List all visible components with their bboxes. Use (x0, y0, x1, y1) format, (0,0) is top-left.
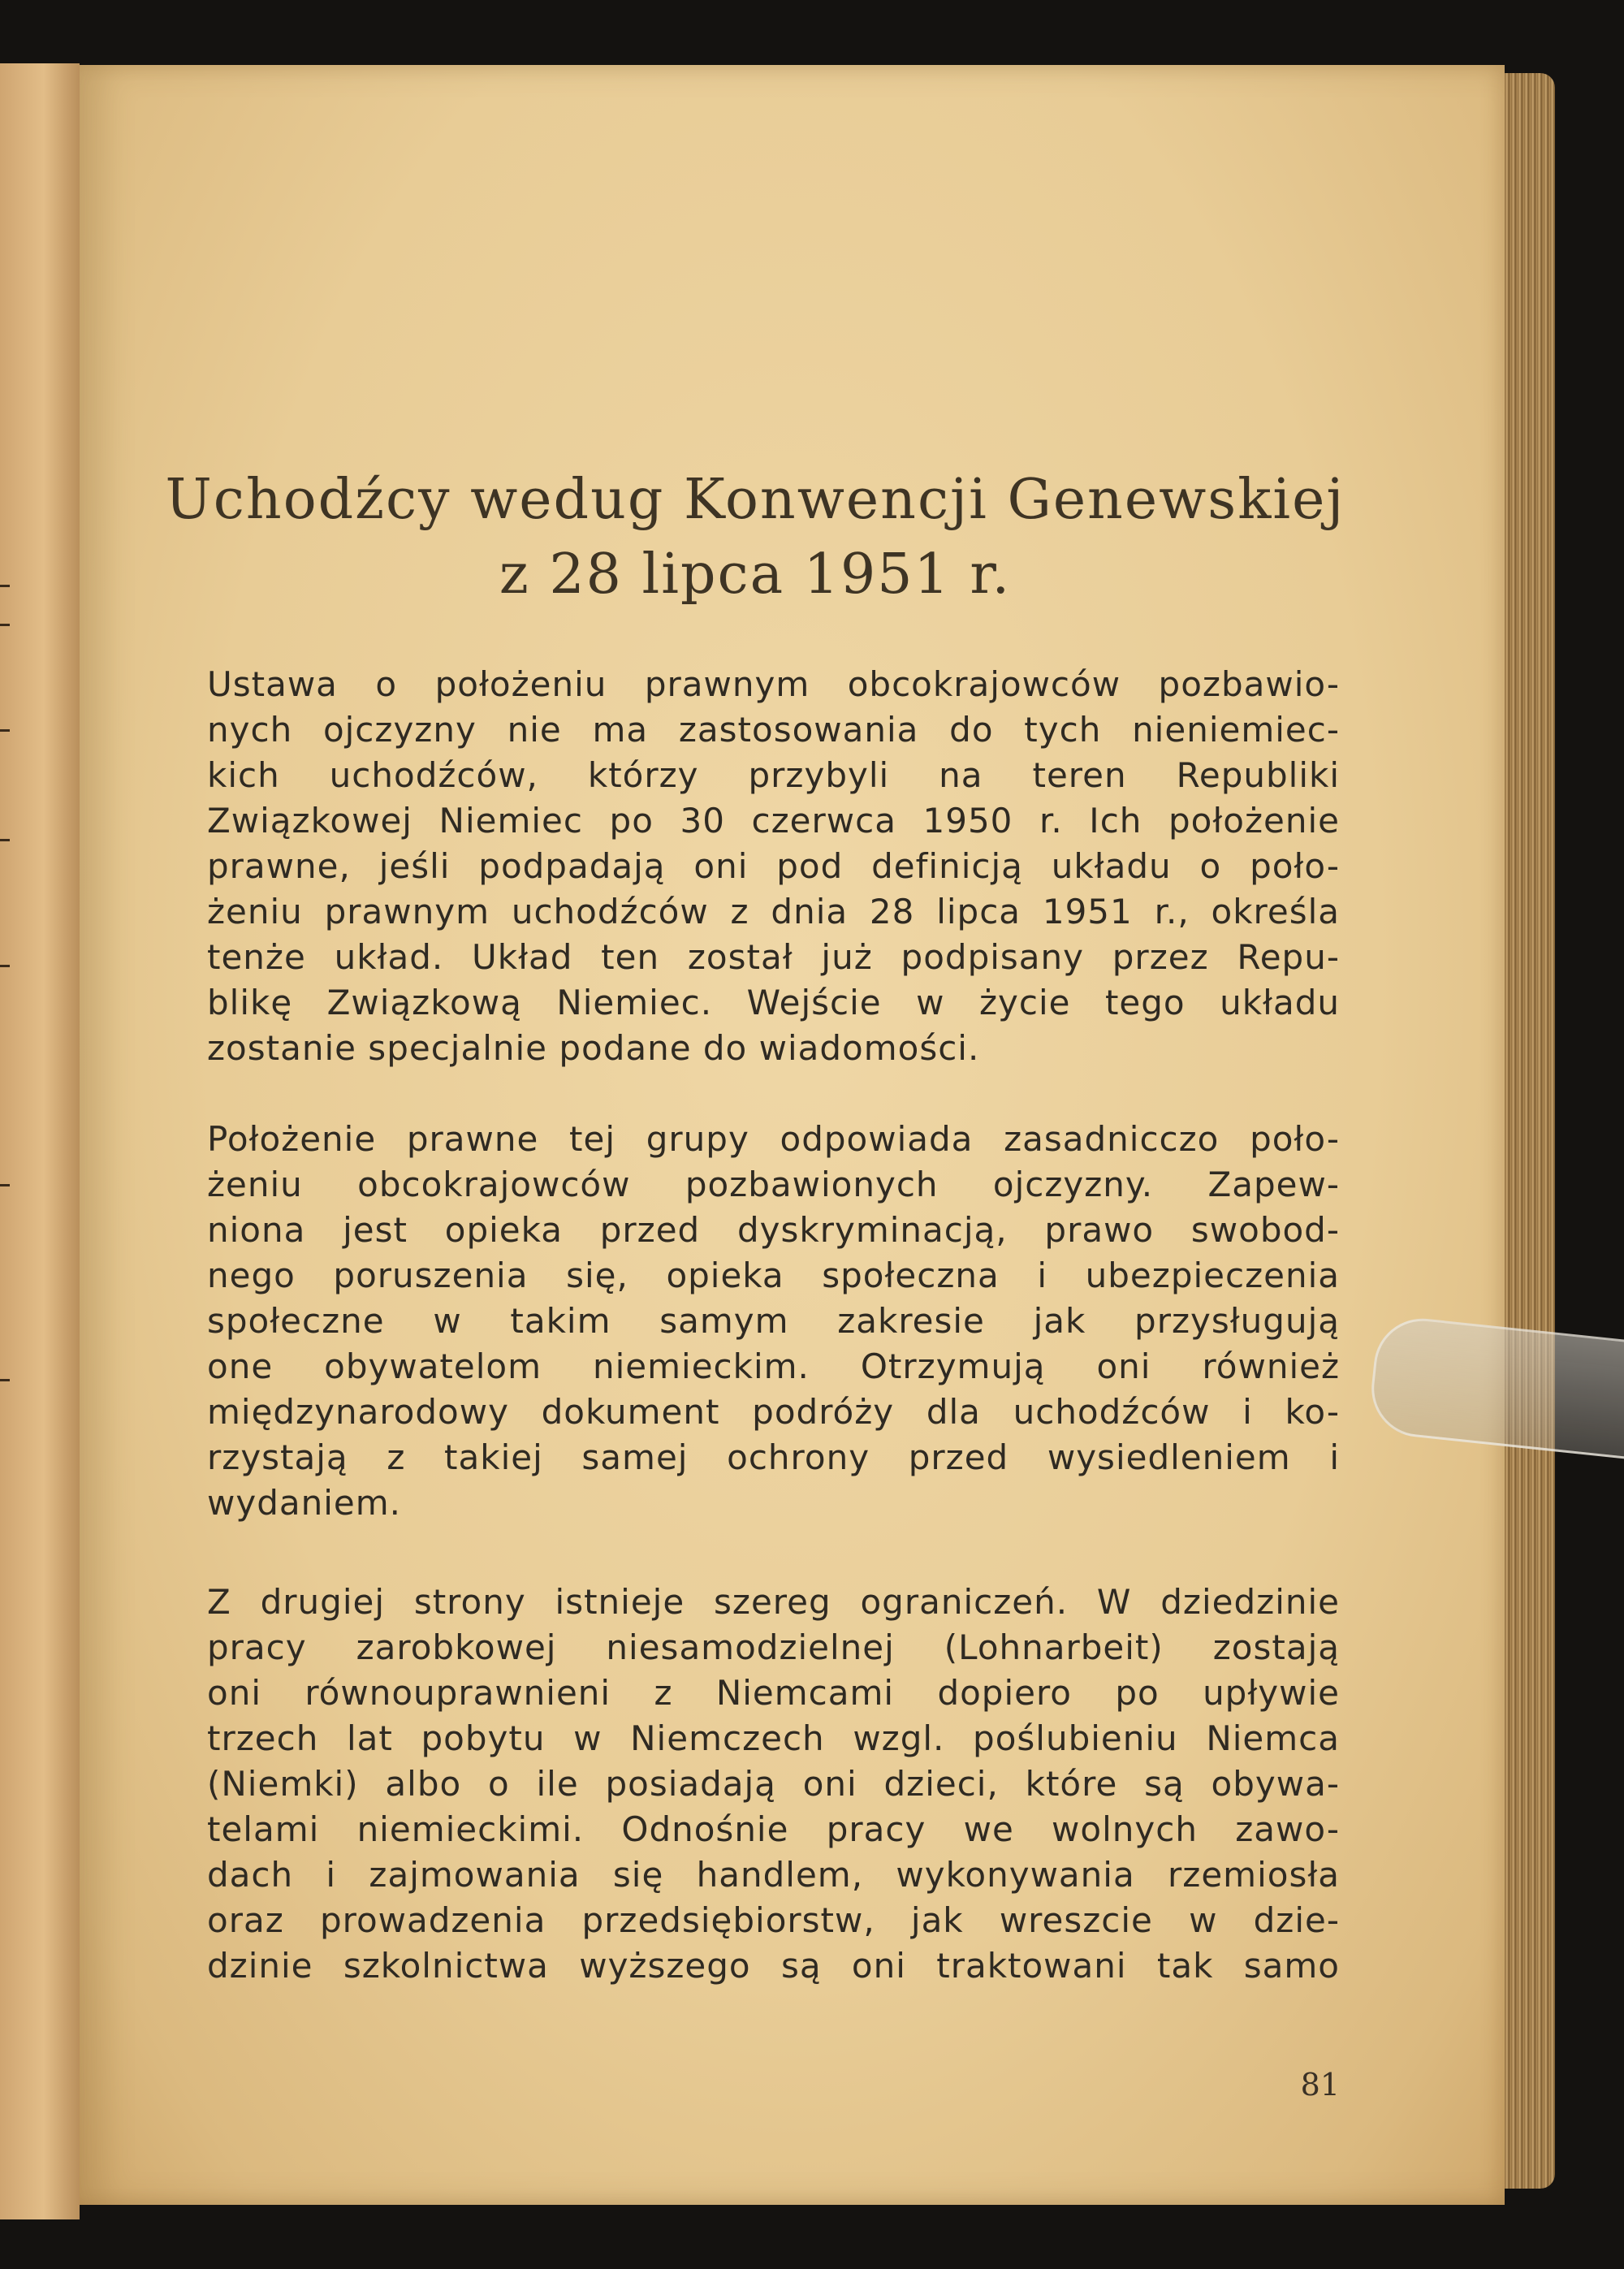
text-line: społeczne w takim samym zakresie jak przysługują (207, 1301, 1340, 1341)
text-line: Związkowej Niemiec po 30 czerwca 1950 r. Ich położenie (207, 801, 1340, 841)
margin-mark (0, 729, 10, 732)
text-line: one obywatelom niemieckim. Otrzymują oni również (207, 1346, 1340, 1386)
chapter-title-line-1: Uchodźcy wedug Konwencji Genewskiej (165, 468, 1345, 532)
text-line: zostanie specjalnie podane do wiadomości. (207, 1028, 980, 1068)
text-line: oraz prowadzenia przedsiębiorstw, jak wreszcie w dzie- (207, 1900, 1340, 1940)
text-line: Położenie prawne tej grupy odpowiada zasadnicczo poło- (207, 1119, 1340, 1159)
text-line: Ustawa o położeniu prawnym obcokrajowców pozbawio- (207, 664, 1340, 704)
text-line: pracy zarobkowej niesamodzielnej (Lohnarbeit) zostają (207, 1627, 1340, 1667)
text-line: (Niemki) albo o ile posiadają oni dzieci, które są obywa- (207, 1764, 1340, 1804)
margin-mark (0, 1184, 10, 1186)
text-line: żeniu obcokrajowców pozbawionych ojczyzny. Zapew- (207, 1165, 1340, 1204)
text-line: prawne, jeśli podpadają oni pod definicją układu o poło- (207, 846, 1340, 886)
page-number: 81 (1300, 2067, 1340, 2103)
text-line: niona jest opieka przed dyskryminacją, prawo swobod- (207, 1210, 1340, 1250)
text-line: wydaniem. (207, 1483, 401, 1523)
margin-mark (0, 585, 10, 587)
text-line: żeniu prawnym uchodźców z dnia 28 lipca 1951 r., określa (207, 892, 1340, 931)
text-line: dzinie szkolnictwa wyższego są oni traktowani tak samo (207, 1946, 1340, 1986)
text-line: telami niemieckimi. Odnośnie pracy we wolnych zawo- (207, 1809, 1340, 1849)
paragraph-3 (207, 1580, 1340, 1989)
text-line: blikę Związkową Niemiec. Wejście w życie tego układu (207, 983, 1340, 1022)
previous-page-edge (0, 63, 80, 2219)
margin-mark (0, 1379, 10, 1381)
page-block-edge (1505, 73, 1555, 2189)
text-line: międzynarodowy dokument podróży dla uchodźców i ko- (207, 1392, 1340, 1432)
margin-mark (0, 839, 10, 841)
margin-mark (0, 965, 10, 967)
text-line: nego poruszenia się, opieka społeczna i ubezpieczenia (207, 1256, 1340, 1295)
text-line: rzystają z takiej samej ochrony przed wysiedleniem i (207, 1437, 1340, 1477)
paragraph-2 (207, 1117, 1340, 1526)
text-line: dach i zajmowania się handlem, wykonywania rzemiosła (207, 1855, 1340, 1895)
text-line: nych ojczyzny nie ma zastosowania do tych nieniemiec- (207, 710, 1340, 750)
margin-mark (0, 624, 10, 626)
chapter-title-line-2: z 28 lipca 1951 r. (499, 542, 1012, 607)
text-line: kich uchodźców, którzy przybyli na teren Republiki (207, 755, 1340, 795)
paragraph-1 (207, 662, 1340, 1071)
text-line: oni równouprawnieni z Niemcami dopiero po upływie (207, 1673, 1340, 1713)
text-line: tenże układ. Układ ten został już podpisany przez Repu- (207, 937, 1340, 977)
text-line: Z drugiej strony istnieje szereg ograniczeń. W dziedzinie (207, 1582, 1340, 1622)
text-line: trzech lat pobytu w Niemczech wzgl. poślubieniu Niemca (207, 1718, 1340, 1758)
